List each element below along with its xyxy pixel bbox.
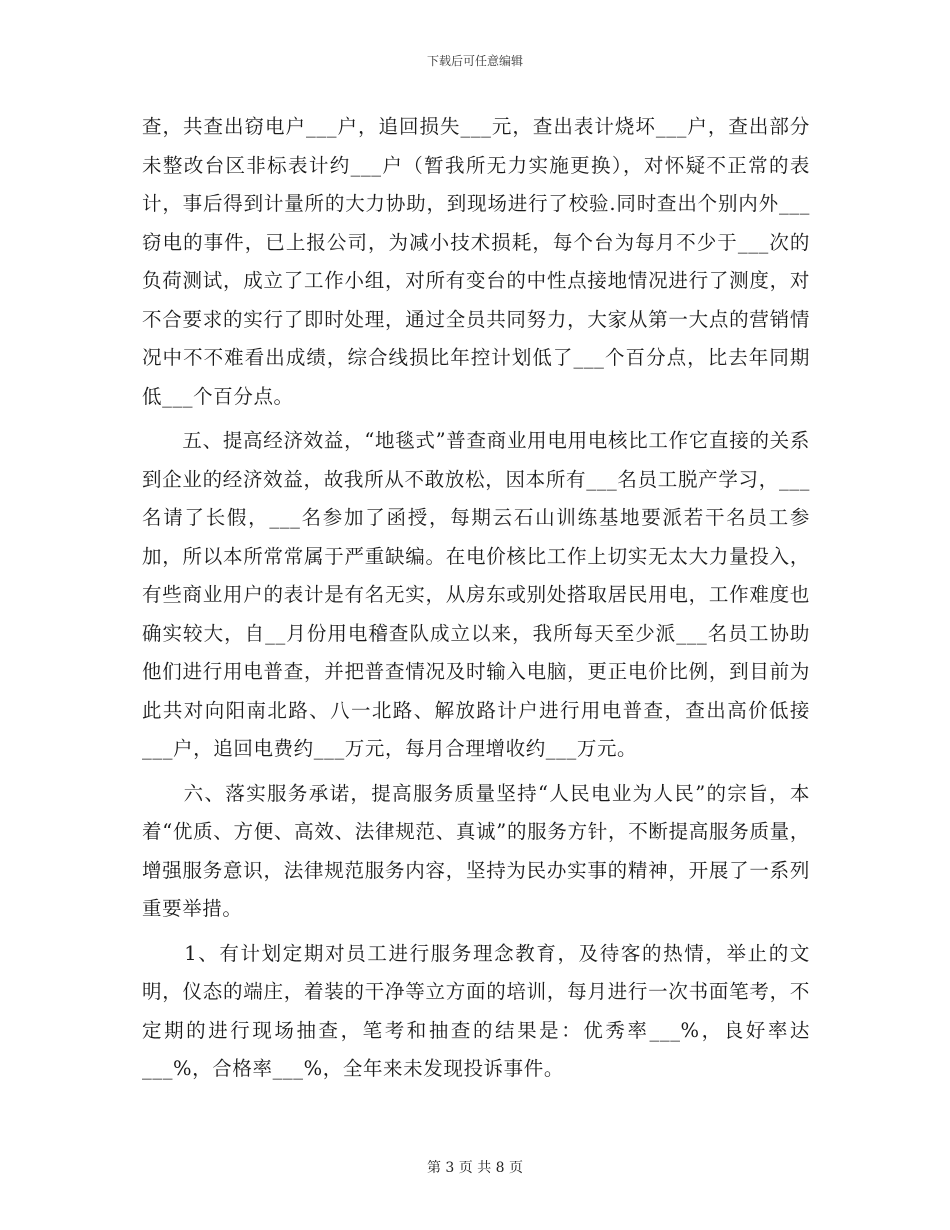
paragraph-economic-benefit: 五、提高经济效益，“地毯式”普查商业用电用电核比工作它直接的关系到企业的经济效益，故我所从不敢放松，因本所有___名员工脱产学习，___名请了长假，___名参加了函授，每期云石山训练基地要派若干名员工参加，所以本所常常属于严重缺编。在电价核比工作上切实无太大力量投入，有些商业用户的表计是有名无实，从房东或别处搭取居民用电，工作难度也确实较大，自__月份用电稽查队成立以来，我所每天至少派___名员工协助他们进行用电普查，并把普查情况及时输入电脑，更正电价比例，到目前为此共对向阳南北路、八一北路、解放路计户进行用电普查，查出高价低接___户，追回电费约___万元，每月合理增收约___万元。 [142,429,810,760]
paragraph-service-commitment: 六、落实服务承诺，提高服务质量坚持“人民电业为人民”的宗旨，本着“优质、方便、高效、法律规范、真诚”的服务方针，不断提高服务质量，增强服务意识，法律规范服务内容，坚持为民办实事的精神，开展了一系列重要举措。 [142,781,810,920]
paragraph-electricity-theft: 查，共查出窃电户___户，追回损失___元，查出表计烧坏___户，查出部分未整改台区非标表计约___户（暂我所无力实施更换），对怀疑不正常的表计，事后得到计量所的大力协助，到现场进行了校验.同时查出个别内外___窃电的事件，已上报公司，为减小技术损耗，每个台为每月不少于___次的负荷测试，成立了工作小组，对所有变台的中性点接地情况进行了测度，对不合要求的实行了即时处理，通过全员共同努力，大家从第一大点的营销情况中不不难看出成绩，综合线损比年控计划低了___个百分点，比去年同期低___个百分点。 [142,115,810,408]
header-note: 下载后可任意编辑 [426,54,523,68]
page-number: 第 3 页 共 8 页 [426,1160,524,1176]
document-body [142,108,810,1095]
paragraph-staff-training: 1、有计划定期对员工进行服务理念教育，及待客的热情，举止的文明，仪态的端庄，着装的干净等立方面的培训，每月进行一次书面笔考，不定期的进行现场抽查，笔考和抽查的结果是：优秀率___%，良好率达___%，合格率___%，全年来未发现投诉事件。 [142,941,810,1080]
